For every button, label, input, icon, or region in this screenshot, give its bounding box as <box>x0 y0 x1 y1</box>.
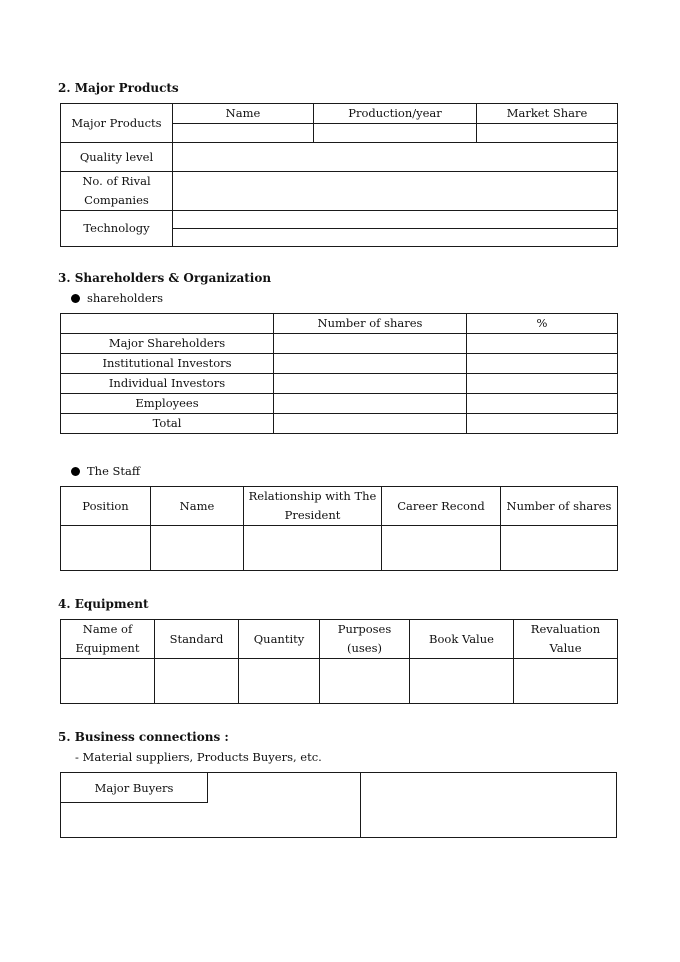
col-header-percent: % <box>467 314 618 334</box>
technology-input-cell-2[interactable] <box>173 229 618 247</box>
table-row <box>61 334 618 354</box>
revaluation-value-input-cell[interactable] <box>514 659 618 704</box>
row-label: Individual Investors <box>61 374 274 394</box>
row-label: Institutional Investors <box>61 354 274 374</box>
quality-level-label: Quality level <box>61 143 173 172</box>
business-connections-note: - Material suppliers, Products Buyers, etc. <box>75 750 322 764</box>
production-year-input-cell[interactable] <box>314 124 477 143</box>
major-buyers-label: Major Buyers <box>60 772 208 803</box>
shares-input-cell[interactable] <box>274 374 467 394</box>
shares-input-cell[interactable] <box>274 394 467 414</box>
section-title-major-products: 2. Major Products <box>58 81 179 95</box>
col-header-equipment-name: Name of Equipment <box>61 620 155 659</box>
career-record-input-cell[interactable] <box>382 526 501 571</box>
staff-label: The Staff <box>87 464 141 478</box>
major-products-table <box>60 103 618 247</box>
bullet-icon <box>71 467 80 476</box>
shareholders-subheading <box>71 291 163 305</box>
name-input-cell[interactable] <box>151 526 244 571</box>
col-header-career-record: Career Recond <box>382 487 501 526</box>
col-header-purposes: Purposes (uses) <box>320 620 410 659</box>
col-header-name: Name <box>151 487 244 526</box>
technology-input-cell-1[interactable] <box>173 211 618 229</box>
shares-input-cell[interactable] <box>274 414 467 434</box>
percent-input-cell[interactable] <box>467 414 618 434</box>
percent-input-cell[interactable] <box>467 394 618 414</box>
col-header-quantity: Quantity <box>239 620 320 659</box>
equipment-name-input-cell[interactable] <box>61 659 155 704</box>
table-row <box>61 659 618 704</box>
business-connections-input-area[interactable] <box>361 773 615 837</box>
quality-level-input-cell[interactable] <box>173 143 618 172</box>
shares-input-cell[interactable] <box>501 526 618 571</box>
table-row <box>61 526 618 571</box>
bullet-icon <box>71 294 80 303</box>
table-row <box>61 414 618 434</box>
percent-input-cell[interactable] <box>467 334 618 354</box>
col-header-number-of-shares: Number of shares <box>274 314 467 334</box>
col-header-production-year: Production/year <box>314 104 477 124</box>
shareholders-table <box>60 313 618 434</box>
section-title-equipment: 4. Equipment <box>58 597 149 611</box>
quantity-input-cell[interactable] <box>239 659 320 704</box>
shares-input-cell[interactable] <box>274 354 467 374</box>
row-label: Total <box>61 414 274 434</box>
position-input-cell[interactable] <box>61 526 151 571</box>
percent-input-cell[interactable] <box>467 374 618 394</box>
percent-input-cell[interactable] <box>467 354 618 374</box>
staff-table <box>60 486 618 571</box>
technology-label: Technology <box>61 211 173 247</box>
staff-subheading <box>71 464 140 478</box>
major-products-label: Major Products <box>61 104 173 143</box>
row-label: Employees <box>61 394 274 414</box>
table-row <box>61 354 618 374</box>
name-input-cell[interactable] <box>173 124 314 143</box>
shareholders-label: shareholders <box>87 291 164 305</box>
col-header-standard: Standard <box>155 620 239 659</box>
market-share-input-cell[interactable] <box>477 124 618 143</box>
col-header-number-of-shares: Number of shares <box>501 487 618 526</box>
equipment-table <box>60 619 618 704</box>
business-connections-box <box>60 772 617 838</box>
major-buyers-input-area[interactable] <box>61 803 359 837</box>
col-header-name: Name <box>173 104 314 124</box>
row-label: Major Shareholders <box>61 334 274 354</box>
table-row <box>61 374 618 394</box>
col-header-book-value: Book Value <box>410 620 514 659</box>
col-header-relationship: Relationship with The President <box>244 487 382 526</box>
shares-input-cell[interactable] <box>274 334 467 354</box>
col-header-revaluation-value: Revaluation Value <box>514 620 618 659</box>
table-row <box>61 394 618 414</box>
section-title-business-connections: 5. Business connections : <box>58 730 229 744</box>
rival-companies-label: No. of Rival Companies <box>61 172 173 211</box>
purposes-input-cell[interactable] <box>320 659 410 704</box>
book-value-input-cell[interactable] <box>410 659 514 704</box>
col-header-market-share: Market Share <box>477 104 618 124</box>
section-title-shareholders: 3. Shareholders & Organization <box>58 271 272 285</box>
rival-companies-input-cell[interactable] <box>173 172 618 211</box>
col-header-position: Position <box>61 487 151 526</box>
col-header-blank <box>61 314 274 334</box>
standard-input-cell[interactable] <box>155 659 239 704</box>
relationship-input-cell[interactable] <box>244 526 382 571</box>
